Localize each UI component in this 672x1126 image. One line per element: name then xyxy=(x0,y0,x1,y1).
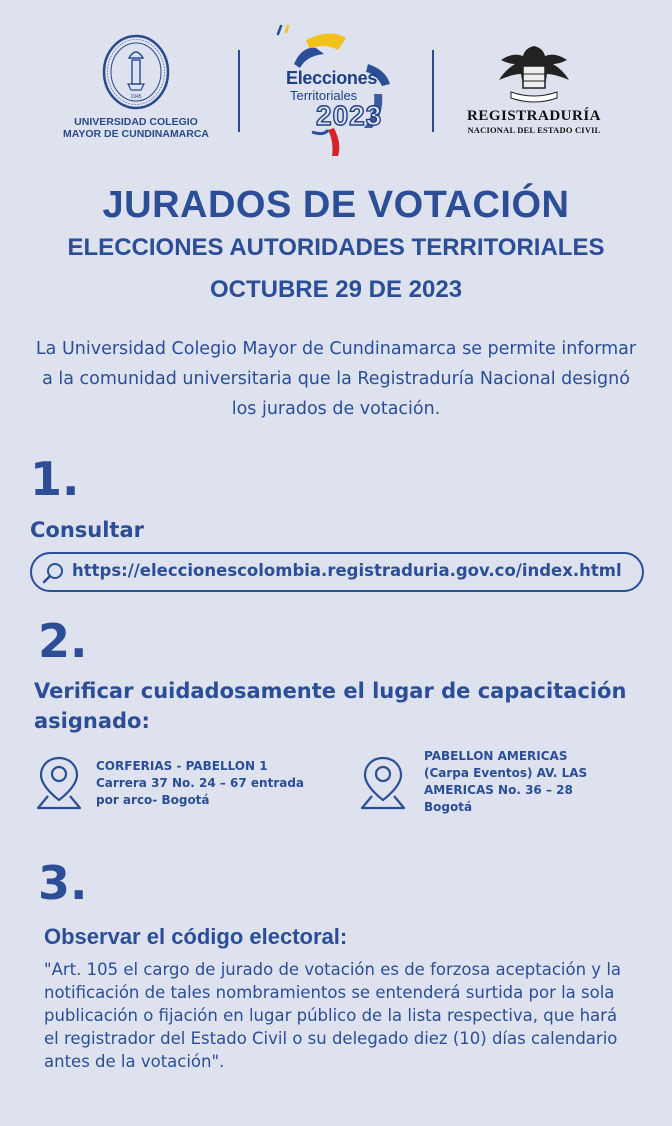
svg-text:1945: 1945 xyxy=(130,94,142,100)
step-number-1: 1. xyxy=(30,452,80,506)
step2-heading: Verificar cuidadosamente el lugar de capacitación asignado: xyxy=(34,679,627,733)
university-logo xyxy=(56,34,216,152)
intro-line: a la comunidad universitaria que la Registraduría Nacional designó xyxy=(42,369,630,389)
quote-line: el registrador del Estado Civil o su delegado diez (10) días calendario xyxy=(44,1029,618,1048)
intro-line: La Universidad Colegio Mayor de Cundinamarca se permite informar xyxy=(35,339,637,359)
registraduria-subtitle: NACIONAL DEL ESTADO CIVIL xyxy=(467,125,601,135)
elecciones-word: Elecciones xyxy=(286,68,378,88)
coat-of-arms-icon xyxy=(495,42,573,106)
step1-heading: Consultar xyxy=(30,518,145,542)
consult-url-link[interactable]: https://eleccionescolombia.registraduria.gov.co/index.html xyxy=(72,561,622,580)
quote-line: publicación o fijación en lugar público de la lista respectiva, que hará xyxy=(44,1006,618,1025)
intro-paragraph xyxy=(14,334,658,424)
university-name-line2: MAYOR DE CUNDINAMARCA xyxy=(62,128,210,140)
location-line: Bogotá xyxy=(424,800,473,814)
electoral-code-quote xyxy=(44,958,654,1073)
step-number-3: 3. xyxy=(38,856,88,910)
quote-line: "Art. 105 el cargo de jurado de votación es de forzosa aceptación y la xyxy=(44,960,622,979)
registraduria-name: REGISTRADURÍA xyxy=(466,108,602,124)
elecciones-logo xyxy=(272,24,412,160)
location-pin-icon xyxy=(34,754,84,812)
intro-line: los jurados de votación. xyxy=(231,399,441,419)
training-location-2 xyxy=(424,748,614,816)
university-name-line1: UNIVERSIDAD COLEGIO xyxy=(74,116,198,128)
location-line: AMERICAS No. 36 – 28 xyxy=(424,783,573,797)
location-line: por arco- Bogotá xyxy=(96,793,210,807)
search-icon xyxy=(42,561,66,585)
location-line: (Carpa Eventos) AV. LAS xyxy=(424,766,588,780)
election-date: OCTUBRE 29 DE 2023 xyxy=(209,276,463,303)
training-location-1 xyxy=(96,758,316,809)
location-line: PABELLON AMERICAS xyxy=(424,749,568,763)
header-divider-left xyxy=(238,50,240,132)
location-pin-icon xyxy=(358,754,408,812)
university-seal-icon xyxy=(101,34,171,110)
quote-line: antes de la votación". xyxy=(44,1052,225,1071)
step-number-2: 2. xyxy=(38,614,88,668)
location-line: CORFERIAS - PABELLON 1 xyxy=(96,759,268,773)
elecciones-year: 2023 xyxy=(316,100,383,131)
quote-line: notificación de tales nombramientos se entenderá surtida por la sola xyxy=(44,983,615,1002)
step3-heading: Observar el código electoral: xyxy=(44,924,348,949)
page-title: JURADOS DE VOTACIÓN xyxy=(102,184,570,226)
territoriales-word: Territoriales xyxy=(290,88,358,103)
url-search-box[interactable] xyxy=(30,552,644,592)
location-line: Carrera 37 No. 24 – 67 entrada xyxy=(96,776,305,790)
header-divider-right xyxy=(432,50,434,132)
page-subtitle: ELECCIONES AUTORIDADES TERRITORIALES xyxy=(67,234,605,261)
registraduria-logo xyxy=(454,42,614,142)
